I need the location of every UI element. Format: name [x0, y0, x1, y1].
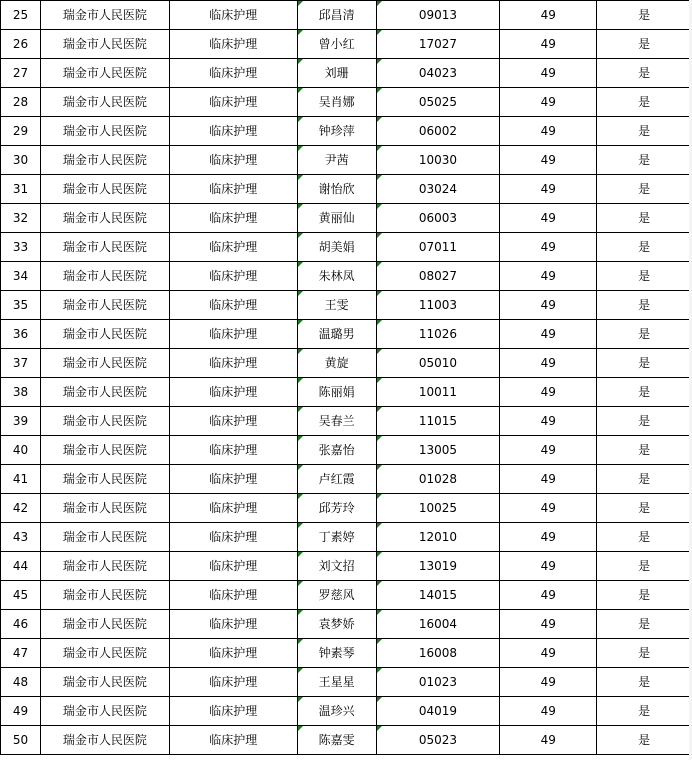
cell-name[interactable]: 吴春兰 — [297, 407, 376, 436]
cell-flag[interactable]: 是 — [597, 320, 692, 349]
cell-code[interactable]: 07011 — [376, 233, 500, 262]
cell-index[interactable]: 42 — [1, 494, 41, 523]
cell-hospital[interactable]: 瑞金市人民医院 — [40, 59, 169, 88]
cell-name[interactable]: 王雯 — [297, 291, 376, 320]
table-row — [1, 581, 692, 610]
cell-post[interactable]: 临床护理 — [169, 59, 297, 88]
cell-hospital[interactable]: 瑞金市人民医院 — [40, 233, 169, 262]
cell-post[interactable]: 临床护理 — [169, 320, 297, 349]
cell-flag[interactable]: 是 — [597, 204, 692, 233]
cell-post[interactable]: 临床护理 — [169, 291, 297, 320]
table-row — [1, 233, 692, 262]
cell-score[interactable]: 49 — [500, 88, 597, 117]
cell-index[interactable]: 41 — [1, 465, 41, 494]
table-row — [1, 407, 692, 436]
cell-score[interactable]: 49 — [500, 349, 597, 378]
cell-index[interactable]: 26 — [1, 30, 41, 59]
table-row — [1, 262, 692, 291]
cell-post[interactable]: 临床护理 — [169, 639, 297, 668]
cell-flag[interactable]: 是 — [597, 581, 692, 610]
cell-code[interactable]: 06003 — [376, 204, 500, 233]
cell-post[interactable]: 临床护理 — [169, 1, 297, 30]
cell-index[interactable]: 45 — [1, 581, 41, 610]
cell-flag[interactable]: 是 — [597, 291, 692, 320]
cell-flag[interactable]: 是 — [597, 465, 692, 494]
cell-score[interactable]: 49 — [500, 465, 597, 494]
cell-name[interactable]: 温璐男 — [297, 320, 376, 349]
table-row — [1, 552, 692, 581]
cell-code[interactable]: 08027 — [376, 262, 500, 291]
cell-code[interactable]: 05025 — [376, 88, 500, 117]
cell-name[interactable]: 曾小红 — [297, 30, 376, 59]
cell-index[interactable]: 32 — [1, 204, 41, 233]
cell-score[interactable]: 49 — [500, 291, 597, 320]
cell-score[interactable]: 49 — [500, 204, 597, 233]
cell-code[interactable]: 11015 — [376, 407, 500, 436]
cell-index[interactable]: 28 — [1, 88, 41, 117]
cell-code[interactable]: 11003 — [376, 291, 500, 320]
cell-code[interactable]: 16008 — [376, 639, 500, 668]
cell-index[interactable]: 50 — [1, 726, 41, 755]
cell-post[interactable]: 临床护理 — [169, 117, 297, 146]
cell-flag[interactable]: 是 — [597, 668, 692, 697]
cell-hospital[interactable]: 瑞金市人民医院 — [40, 349, 169, 378]
cell-hospital[interactable]: 瑞金市人民医院 — [40, 88, 169, 117]
cell-index[interactable]: 49 — [1, 697, 41, 726]
cell-score[interactable]: 49 — [500, 175, 597, 204]
table-row — [1, 726, 692, 755]
cell-code[interactable]: 09013 — [376, 1, 500, 30]
cell-index[interactable]: 47 — [1, 639, 41, 668]
cell-name[interactable]: 朱林凤 — [297, 262, 376, 291]
cell-index[interactable]: 48 — [1, 668, 41, 697]
cell-code[interactable]: 11026 — [376, 320, 500, 349]
cell-name[interactable]: 陈丽娟 — [297, 378, 376, 407]
cell-score[interactable]: 49 — [500, 320, 597, 349]
table-row — [1, 697, 692, 726]
cell-index[interactable]: 46 — [1, 610, 41, 639]
cell-hospital[interactable]: 瑞金市人民医院 — [40, 668, 169, 697]
cell-score[interactable]: 49 — [500, 262, 597, 291]
cell-name[interactable]: 黄丽仙 — [297, 204, 376, 233]
cell-score[interactable]: 49 — [500, 697, 597, 726]
cell-post[interactable]: 临床护理 — [169, 552, 297, 581]
cell-index[interactable]: 38 — [1, 378, 41, 407]
cell-code[interactable]: 01028 — [376, 465, 500, 494]
cell-post[interactable]: 临床护理 — [169, 668, 297, 697]
cell-score[interactable]: 49 — [500, 581, 597, 610]
cell-post[interactable]: 临床护理 — [169, 494, 297, 523]
cell-post[interactable]: 临床护理 — [169, 175, 297, 204]
cell-name[interactable]: 刘文招 — [297, 552, 376, 581]
cell-hospital[interactable]: 瑞金市人民医院 — [40, 320, 169, 349]
cell-name[interactable]: 黄旋 — [297, 349, 376, 378]
spreadsheet-body — [1, 1, 692, 755]
table-row — [1, 30, 692, 59]
cell-hospital[interactable]: 瑞金市人民医院 — [40, 639, 169, 668]
cell-hospital[interactable]: 瑞金市人民医院 — [40, 494, 169, 523]
cell-hospital[interactable]: 瑞金市人民医院 — [40, 610, 169, 639]
cell-index[interactable]: 25 — [1, 1, 41, 30]
cell-hospital[interactable]: 瑞金市人民医院 — [40, 378, 169, 407]
cell-code[interactable]: 04023 — [376, 59, 500, 88]
cell-code[interactable]: 03024 — [376, 175, 500, 204]
cell-name[interactable]: 刘珊 — [297, 59, 376, 88]
cell-hospital[interactable]: 瑞金市人民医院 — [40, 465, 169, 494]
table-row — [1, 117, 692, 146]
cell-name[interactable]: 温珍兴 — [297, 697, 376, 726]
cell-post[interactable]: 临床护理 — [169, 726, 297, 755]
cell-hospital[interactable]: 瑞金市人民医院 — [40, 581, 169, 610]
table-row — [1, 88, 692, 117]
table-row — [1, 639, 692, 668]
cell-flag[interactable]: 是 — [597, 378, 692, 407]
cell-score[interactable]: 49 — [500, 494, 597, 523]
table-row — [1, 668, 692, 697]
table-row — [1, 320, 692, 349]
cell-name[interactable]: 邱昌清 — [297, 1, 376, 30]
cell-score[interactable]: 49 — [500, 59, 597, 88]
cell-code[interactable]: 01023 — [376, 668, 500, 697]
cell-score[interactable]: 49 — [500, 30, 597, 59]
cell-score[interactable]: 49 — [500, 436, 597, 465]
cell-post[interactable]: 临床护理 — [169, 146, 297, 175]
cell-hospital[interactable]: 瑞金市人民医院 — [40, 146, 169, 175]
cell-hospital[interactable]: 瑞金市人民医院 — [40, 436, 169, 465]
cell-hospital[interactable]: 瑞金市人民医院 — [40, 204, 169, 233]
cell-code[interactable]: 10025 — [376, 494, 500, 523]
cell-post[interactable]: 临床护理 — [169, 407, 297, 436]
cell-name[interactable]: 罗慈风 — [297, 581, 376, 610]
cell-code[interactable]: 17027 — [376, 30, 500, 59]
cell-code[interactable]: 04019 — [376, 697, 500, 726]
cell-name[interactable]: 王星星 — [297, 668, 376, 697]
table-row — [1, 610, 692, 639]
cell-hospital[interactable]: 瑞金市人民医院 — [40, 407, 169, 436]
cell-post[interactable]: 临床护理 — [169, 581, 297, 610]
cell-score[interactable]: 49 — [500, 117, 597, 146]
cell-code[interactable]: 05010 — [376, 349, 500, 378]
table-row — [1, 465, 692, 494]
cell-hospital[interactable]: 瑞金市人民医院 — [40, 291, 169, 320]
cell-score[interactable]: 49 — [500, 726, 597, 755]
cell-index[interactable]: 44 — [1, 552, 41, 581]
cell-flag[interactable]: 是 — [597, 146, 692, 175]
table-row — [1, 146, 692, 175]
cell-code[interactable]: 13019 — [376, 552, 500, 581]
cell-name[interactable]: 张嘉怡 — [297, 436, 376, 465]
table-row — [1, 59, 692, 88]
cell-flag[interactable]: 是 — [597, 1, 692, 30]
cell-score[interactable]: 49 — [500, 233, 597, 262]
cell-hospital[interactable]: 瑞金市人民医院 — [40, 726, 169, 755]
cell-name[interactable]: 胡美娟 — [297, 233, 376, 262]
cell-post[interactable]: 临床护理 — [169, 88, 297, 117]
cell-flag[interactable]: 是 — [597, 117, 692, 146]
cell-index[interactable]: 34 — [1, 262, 41, 291]
cell-score[interactable]: 49 — [500, 1, 597, 30]
cell-name[interactable]: 卢红霞 — [297, 465, 376, 494]
cell-flag[interactable]: 是 — [597, 436, 692, 465]
cell-code[interactable]: 10011 — [376, 378, 500, 407]
cell-flag[interactable]: 是 — [597, 30, 692, 59]
cell-flag[interactable]: 是 — [597, 523, 692, 552]
cell-score[interactable]: 49 — [500, 523, 597, 552]
cell-code[interactable]: 14015 — [376, 581, 500, 610]
cell-flag[interactable]: 是 — [597, 262, 692, 291]
cell-name[interactable]: 钟素琴 — [297, 639, 376, 668]
cell-hospital[interactable]: 瑞金市人民医院 — [40, 262, 169, 291]
cell-index[interactable]: 36 — [1, 320, 41, 349]
cell-hospital[interactable]: 瑞金市人民医院 — [40, 117, 169, 146]
cell-flag[interactable]: 是 — [597, 639, 692, 668]
cell-index[interactable]: 33 — [1, 233, 41, 262]
cell-score[interactable]: 49 — [500, 668, 597, 697]
table-row — [1, 204, 692, 233]
cell-hospital[interactable]: 瑞金市人民医院 — [40, 552, 169, 581]
table-row — [1, 175, 692, 204]
cell-score[interactable]: 49 — [500, 610, 597, 639]
cell-flag[interactable]: 是 — [597, 494, 692, 523]
cell-index[interactable]: 27 — [1, 59, 41, 88]
cell-index[interactable]: 39 — [1, 407, 41, 436]
table-row — [1, 291, 692, 320]
cell-post[interactable]: 临床护理 — [169, 233, 297, 262]
cell-score[interactable]: 49 — [500, 552, 597, 581]
cell-score[interactable]: 49 — [500, 407, 597, 436]
cell-post[interactable]: 临床护理 — [169, 436, 297, 465]
cell-flag[interactable]: 是 — [597, 697, 692, 726]
cell-flag[interactable]: 是 — [597, 59, 692, 88]
table-row — [1, 1, 692, 30]
cell-code[interactable]: 13005 — [376, 436, 500, 465]
cell-name[interactable]: 尹茜 — [297, 146, 376, 175]
cell-code[interactable]: 12010 — [376, 523, 500, 552]
cell-index[interactable]: 31 — [1, 175, 41, 204]
cell-post[interactable]: 临床护理 — [169, 697, 297, 726]
cell-index[interactable]: 35 — [1, 291, 41, 320]
cell-flag[interactable]: 是 — [597, 552, 692, 581]
cell-hospital[interactable]: 瑞金市人民医院 — [40, 523, 169, 552]
cell-code[interactable]: 16004 — [376, 610, 500, 639]
cell-index[interactable]: 29 — [1, 117, 41, 146]
table-row — [1, 494, 692, 523]
cell-post[interactable]: 临床护理 — [169, 204, 297, 233]
cell-flag[interactable]: 是 — [597, 610, 692, 639]
cell-flag[interactable]: 是 — [597, 233, 692, 262]
cell-name[interactable]: 谢怡欣 — [297, 175, 376, 204]
cell-hospital[interactable]: 瑞金市人民医院 — [40, 1, 169, 30]
cell-flag[interactable]: 是 — [597, 175, 692, 204]
cell-code[interactable]: 05023 — [376, 726, 500, 755]
cell-index[interactable]: 43 — [1, 523, 41, 552]
cell-name[interactable]: 钟珍萍 — [297, 117, 376, 146]
cell-post[interactable]: 临床护理 — [169, 349, 297, 378]
cell-code[interactable]: 06002 — [376, 117, 500, 146]
cell-score[interactable]: 49 — [500, 639, 597, 668]
cell-score[interactable]: 49 — [500, 378, 597, 407]
cell-score[interactable]: 49 — [500, 146, 597, 175]
cell-post[interactable]: 临床护理 — [169, 262, 297, 291]
cell-flag[interactable]: 是 — [597, 726, 692, 755]
table-row — [1, 436, 692, 465]
cell-post[interactable]: 临床护理 — [169, 523, 297, 552]
cell-name[interactable]: 丁素婷 — [297, 523, 376, 552]
cell-name[interactable]: 陈嘉雯 — [297, 726, 376, 755]
cell-index[interactable]: 40 — [1, 436, 41, 465]
cell-index[interactable]: 30 — [1, 146, 41, 175]
cell-post[interactable]: 临床护理 — [169, 465, 297, 494]
cell-index[interactable]: 37 — [1, 349, 41, 378]
cell-name[interactable]: 袁梦娇 — [297, 610, 376, 639]
cell-hospital[interactable]: 瑞金市人民医院 — [40, 697, 169, 726]
cell-flag[interactable]: 是 — [597, 407, 692, 436]
cell-hospital[interactable]: 瑞金市人民医院 — [40, 175, 169, 204]
cell-flag[interactable]: 是 — [597, 349, 692, 378]
cell-post[interactable]: 临床护理 — [169, 610, 297, 639]
cell-name[interactable]: 邱芳玲 — [297, 494, 376, 523]
cell-name[interactable]: 吴肖娜 — [297, 88, 376, 117]
table-row — [1, 349, 692, 378]
cell-post[interactable]: 临床护理 — [169, 30, 297, 59]
cell-post[interactable]: 临床护理 — [169, 378, 297, 407]
cell-flag[interactable]: 是 — [597, 88, 692, 117]
table-row — [1, 523, 692, 552]
table-row — [1, 378, 692, 407]
cell-code[interactable]: 10030 — [376, 146, 500, 175]
cell-hospital[interactable]: 瑞金市人民医院 — [40, 30, 169, 59]
